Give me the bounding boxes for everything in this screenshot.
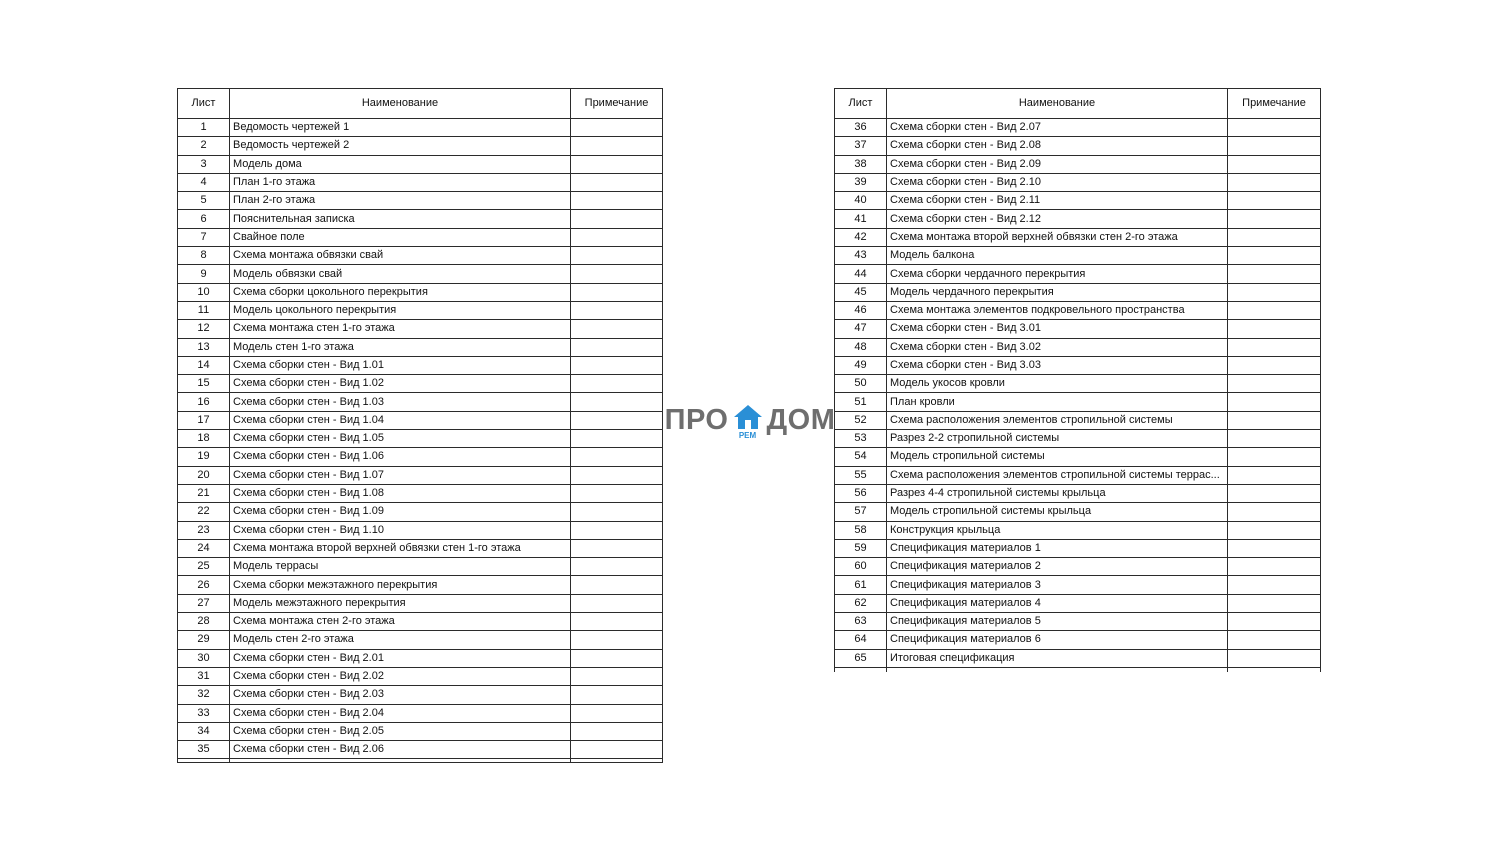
sheet-number-cell: 43: [835, 247, 887, 265]
sheet-number-cell: 47: [835, 320, 887, 338]
table-row: [835, 521, 1321, 539]
sheet-number-cell: 19: [178, 448, 230, 466]
house-icon: [733, 404, 763, 438]
table-row: [835, 649, 1321, 667]
table-row: [835, 283, 1321, 301]
table-row: [178, 466, 663, 484]
drawing-name-cell: Схема сборки стен - Вид 1.01: [230, 356, 571, 374]
table-row: [835, 466, 1321, 484]
note-cell: [571, 649, 663, 667]
table-row: [178, 649, 663, 667]
note-cell: [571, 539, 663, 557]
table-row: [835, 503, 1321, 521]
note-cell: [1228, 320, 1321, 338]
table-row: [835, 228, 1321, 246]
note-cell: [1228, 576, 1321, 594]
table-row: [178, 338, 663, 356]
table-row: [178, 430, 663, 448]
table-header-row: [835, 89, 1321, 119]
drawing-name-cell: Схема сборки стен - Вид 2.12: [887, 210, 1228, 228]
table-row: [178, 722, 663, 740]
sheet-number-cell: 26: [178, 576, 230, 594]
note-cell: [1228, 338, 1321, 356]
drawing-name-cell: Схема сборки стен - Вид 2.09: [887, 155, 1228, 173]
drawing-name-cell: Схема сборки стен - Вид 3.02: [887, 338, 1228, 356]
drawing-name-cell: Схема сборки цокольного перекрытия: [230, 283, 571, 301]
drawing-name-cell: Разрез 4-4 стропильной системы крыльца: [887, 484, 1228, 502]
pro-dom-watermark: [650, 404, 850, 448]
sheet-number-cell: 4: [178, 173, 230, 191]
sheet-number-cell: 61: [835, 576, 887, 594]
note-cell: [1228, 649, 1321, 667]
note-cell: [571, 301, 663, 319]
note-cell: [1228, 411, 1321, 429]
table-row: [178, 247, 663, 265]
sheet-number-cell: 8: [178, 247, 230, 265]
sheet-number-cell: 13: [178, 338, 230, 356]
table-row: [835, 301, 1321, 319]
table-row: [835, 119, 1321, 137]
note-cell: [571, 320, 663, 338]
note-cell: [571, 247, 663, 265]
sheet-number-cell: 51: [835, 393, 887, 411]
drawing-name-cell: Модель цокольного перекрытия: [230, 301, 571, 319]
drawing-name-cell: Разрез 2-2 стропильной системы: [887, 430, 1228, 448]
drawing-name-cell: Пояснительная записка: [230, 210, 571, 228]
drawing-name-cell: Схема сборки стен - Вид 1.07: [230, 466, 571, 484]
drawing-name-cell: Схема сборки стен - Вид 2.01: [230, 649, 571, 667]
sheet-number-cell: 53: [835, 430, 887, 448]
header-name: Наименование: [887, 89, 1228, 119]
note-cell: [571, 119, 663, 137]
table-row: [835, 137, 1321, 155]
drawing-name-cell: Схема сборки стен - Вид 2.11: [887, 192, 1228, 210]
sheet-number-cell: 18: [178, 430, 230, 448]
table-row: [835, 320, 1321, 338]
header-name: Наименование: [230, 89, 571, 119]
table-row: [178, 741, 663, 759]
drawing-name-cell: Схема сборки чердачного перекрытия: [887, 265, 1228, 283]
drawing-name-cell: Схема сборки стен - Вид 1.06: [230, 448, 571, 466]
table-row: [178, 448, 663, 466]
note-cell: [571, 503, 663, 521]
table-row: [835, 247, 1321, 265]
sheet-number-cell: 25: [178, 558, 230, 576]
table-header-row: [178, 89, 663, 119]
note-cell: [1228, 265, 1321, 283]
sheet-number-cell: 42: [835, 228, 887, 246]
sheet-number-cell: 52: [835, 411, 887, 429]
sheet-number-cell: 63: [835, 613, 887, 631]
continuation-cell: [230, 759, 571, 763]
drawing-name-cell: Схема сборки стен - Вид 2.04: [230, 704, 571, 722]
continuation-cell: [835, 667, 887, 672]
table-row: [178, 503, 663, 521]
drawing-name-cell: Схема сборки стен - Вид 2.08: [887, 137, 1228, 155]
drawing-name-cell: Спецификация материалов 1: [887, 539, 1228, 557]
note-cell: [1228, 228, 1321, 246]
table-row: [178, 539, 663, 557]
drawing-name-cell: Схема сборки стен - Вид 1.08: [230, 484, 571, 502]
drawing-name-cell: Схема сборки стен - Вид 2.07: [887, 119, 1228, 137]
sheet-number-cell: 16: [178, 393, 230, 411]
table-row: [178, 137, 663, 155]
sheet-number-cell: 56: [835, 484, 887, 502]
drawing-name-cell: Схема монтажа стен 1-го этажа: [230, 320, 571, 338]
table-row: [835, 393, 1321, 411]
table-row: [178, 594, 663, 612]
note-cell: [1228, 301, 1321, 319]
sheet-number-cell: 23: [178, 521, 230, 539]
note-cell: [571, 173, 663, 191]
note-cell: [1228, 430, 1321, 448]
sheet-number-cell: 35: [178, 741, 230, 759]
table-row: [178, 411, 663, 429]
watermark-subtext: РЕМ: [738, 431, 757, 440]
note-cell: [1228, 503, 1321, 521]
table-row: [178, 228, 663, 246]
sheet-number-cell: 37: [835, 137, 887, 155]
drawing-name-cell: Схема сборки стен - Вид 2.03: [230, 686, 571, 704]
note-cell: [1228, 613, 1321, 631]
drawing-name-cell: План кровли: [887, 393, 1228, 411]
note-cell: [571, 613, 663, 631]
drawing-name-cell: Схема монтажа второй верхней обвязки стен 2-го этажа: [887, 228, 1228, 246]
drawing-name-cell: Схема сборки стен - Вид 1.10: [230, 521, 571, 539]
drawing-name-cell: Схема расположения элементов стропильной системы: [887, 411, 1228, 429]
sheet-number-cell: 27: [178, 594, 230, 612]
sheet-number-cell: 48: [835, 338, 887, 356]
table-row: [178, 613, 663, 631]
table-row: [835, 173, 1321, 191]
table-row: [178, 155, 663, 173]
table-row: [178, 393, 663, 411]
note-cell: [571, 375, 663, 393]
header-note: Примечание: [571, 89, 663, 119]
sheet-number-cell: 3: [178, 155, 230, 173]
note-cell: [571, 393, 663, 411]
note-cell: [1228, 539, 1321, 557]
table-row: [835, 192, 1321, 210]
note-cell: [1228, 119, 1321, 137]
table-row: [178, 356, 663, 374]
table-row: [835, 265, 1321, 283]
drawing-name-cell: Схема сборки стен - Вид 1.03: [230, 393, 571, 411]
note-cell: [571, 356, 663, 374]
watermark-text-right: ДОМ: [766, 404, 836, 436]
note-cell: [571, 210, 663, 228]
sheet-number-cell: 15: [178, 375, 230, 393]
sheet-number-cell: 38: [835, 155, 887, 173]
drawing-name-cell: Схема сборки стен - Вид 2.02: [230, 667, 571, 685]
table-row: [835, 448, 1321, 466]
table-continuation-row: [835, 667, 1321, 672]
note-cell: [571, 686, 663, 704]
drawing-name-cell: Модель межэтажного перекрытия: [230, 594, 571, 612]
table-row: [178, 631, 663, 649]
table-row: [178, 173, 663, 191]
sheet-number-cell: 40: [835, 192, 887, 210]
note-cell: [1228, 375, 1321, 393]
table-continuation-row: [178, 759, 663, 763]
note-cell: [571, 594, 663, 612]
note-cell: [1228, 155, 1321, 173]
drawing-name-cell: Схема сборки стен - Вид 3.01: [887, 320, 1228, 338]
continuation-cell: [571, 759, 663, 763]
sheet-number-cell: 59: [835, 539, 887, 557]
sheet-number-cell: 54: [835, 448, 887, 466]
note-cell: [1228, 247, 1321, 265]
sheet-number-cell: 7: [178, 228, 230, 246]
table-row: [835, 594, 1321, 612]
sheet-number-cell: 20: [178, 466, 230, 484]
note-cell: [571, 338, 663, 356]
table-row: [835, 484, 1321, 502]
sheet-number-cell: 11: [178, 301, 230, 319]
sheet-number-cell: 9: [178, 265, 230, 283]
sheet-number-cell: 5: [178, 192, 230, 210]
table-row: [178, 283, 663, 301]
sheet-number-cell: 33: [178, 704, 230, 722]
drawing-name-cell: Спецификация материалов 6: [887, 631, 1228, 649]
table-row: [178, 667, 663, 685]
header-note: Примечание: [1228, 89, 1321, 119]
drawing-name-cell: Схема сборки стен - Вид 2.06: [230, 741, 571, 759]
sheet-number-cell: 45: [835, 283, 887, 301]
table-row: [835, 631, 1321, 649]
note-cell: [571, 558, 663, 576]
sheet-number-cell: 17: [178, 411, 230, 429]
drawing-name-cell: Модель стропильной системы: [887, 448, 1228, 466]
sheet-number-cell: 6: [178, 210, 230, 228]
sheet-number-cell: 29: [178, 631, 230, 649]
drawing-name-cell: Схема сборки межэтажного перекрытия: [230, 576, 571, 594]
sheet-number-cell: 22: [178, 503, 230, 521]
drawing-name-cell: Спецификация материалов 5: [887, 613, 1228, 631]
sheet-number-cell: 12: [178, 320, 230, 338]
sheet-number-cell: 10: [178, 283, 230, 301]
sheet-number-cell: 64: [835, 631, 887, 649]
note-cell: [571, 704, 663, 722]
note-cell: [571, 155, 663, 173]
header-sheet: Лист: [835, 89, 887, 119]
drawing-name-cell: Схема расположения элементов стропильной системы террас...: [887, 466, 1228, 484]
drawing-name-cell: Схема монтажа обвязки свай: [230, 247, 571, 265]
note-cell: [571, 192, 663, 210]
drawing-name-cell: План 2-го этажа: [230, 192, 571, 210]
drawing-name-cell: Модель балкона: [887, 247, 1228, 265]
note-cell: [1228, 192, 1321, 210]
continuation-cell: [178, 759, 230, 763]
table-row: [835, 576, 1321, 594]
table-row: [835, 155, 1321, 173]
note-cell: [1228, 393, 1321, 411]
sheet-number-cell: 34: [178, 722, 230, 740]
drawing-list-table-left: [177, 88, 663, 763]
drawing-name-cell: Схема сборки стен - Вид 1.02: [230, 375, 571, 393]
note-cell: [1228, 448, 1321, 466]
sheet-number-cell: 44: [835, 265, 887, 283]
sheet-number-cell: 60: [835, 558, 887, 576]
table-row: [178, 301, 663, 319]
note-cell: [571, 137, 663, 155]
note-cell: [571, 265, 663, 283]
drawing-name-cell: Свайное поле: [230, 228, 571, 246]
note-cell: [1228, 631, 1321, 649]
note-cell: [1228, 356, 1321, 374]
sheet-number-cell: 39: [835, 173, 887, 191]
table-row: [835, 356, 1321, 374]
sheet-number-cell: 57: [835, 503, 887, 521]
note-cell: [1228, 466, 1321, 484]
drawing-name-cell: Итоговая спецификация: [887, 649, 1228, 667]
sheet-number-cell: 50: [835, 375, 887, 393]
sheet-number-cell: 62: [835, 594, 887, 612]
table-row: [178, 521, 663, 539]
header-sheet: Лист: [178, 89, 230, 119]
table-row: [178, 576, 663, 594]
table-row: [178, 558, 663, 576]
note-cell: [571, 466, 663, 484]
note-cell: [571, 411, 663, 429]
drawing-list-table-right: [834, 88, 1321, 672]
drawing-name-cell: Спецификация материалов 2: [887, 558, 1228, 576]
note-cell: [571, 283, 663, 301]
sheet-number-cell: 31: [178, 667, 230, 685]
sheet-number-cell: 24: [178, 539, 230, 557]
note-cell: [1228, 484, 1321, 502]
note-cell: [571, 448, 663, 466]
drawing-name-cell: Спецификация материалов 4: [887, 594, 1228, 612]
drawing-name-cell: Модель чердачного перекрытия: [887, 283, 1228, 301]
drawing-name-cell: Схема сборки стен - Вид 2.05: [230, 722, 571, 740]
sheet-number-cell: 28: [178, 613, 230, 631]
note-cell: [571, 430, 663, 448]
sheet-number-cell: 32: [178, 686, 230, 704]
continuation-cell: [1228, 667, 1321, 672]
sheet-number-cell: 14: [178, 356, 230, 374]
drawing-name-cell: Модель дома: [230, 155, 571, 173]
table-row: [835, 430, 1321, 448]
drawing-name-cell: Модель стен 1-го этажа: [230, 338, 571, 356]
drawing-name-cell: Модель укосов кровли: [887, 375, 1228, 393]
note-cell: [571, 484, 663, 502]
note-cell: [571, 667, 663, 685]
drawing-name-cell: Конструкция крыльца: [887, 521, 1228, 539]
table-row: [178, 686, 663, 704]
drawing-name-cell: Модель террасы: [230, 558, 571, 576]
drawing-name-cell: План 1-го этажа: [230, 173, 571, 191]
table-row: [178, 704, 663, 722]
drawing-name-cell: Схема монтажа стен 2-го этажа: [230, 613, 571, 631]
note-cell: [571, 228, 663, 246]
note-cell: [1228, 594, 1321, 612]
drawing-name-cell: Ведомость чертежей 1: [230, 119, 571, 137]
sheet-number-cell: 41: [835, 210, 887, 228]
table-row: [835, 411, 1321, 429]
note-cell: [571, 722, 663, 740]
table-row: [178, 119, 663, 137]
table-row: [835, 210, 1321, 228]
note-cell: [1228, 173, 1321, 191]
table-row: [178, 210, 663, 228]
sheet-number-cell: 2: [178, 137, 230, 155]
drawing-name-cell: Модель стен 2-го этажа: [230, 631, 571, 649]
drawing-name-cell: Ведомость чертежей 2: [230, 137, 571, 155]
table-row: [835, 338, 1321, 356]
note-cell: [1228, 210, 1321, 228]
drawing-name-cell: Схема сборки стен - Вид 1.04: [230, 411, 571, 429]
continuation-cell: [887, 667, 1228, 672]
drawing-name-cell: Схема монтажа элементов подкровельного пространства: [887, 301, 1228, 319]
drawing-name-cell: Схема монтажа второй верхней обвязки стен 1-го этажа: [230, 539, 571, 557]
table-row: [178, 320, 663, 338]
table-row: [178, 484, 663, 502]
table-row: [178, 375, 663, 393]
note-cell: [571, 741, 663, 759]
note-cell: [1228, 283, 1321, 301]
drawing-name-cell: Схема сборки стен - Вид 2.10: [887, 173, 1228, 191]
drawing-name-cell: Схема сборки стен - Вид 3.03: [887, 356, 1228, 374]
note-cell: [1228, 137, 1321, 155]
note-cell: [571, 576, 663, 594]
note-cell: [1228, 521, 1321, 539]
sheet-number-cell: 46: [835, 301, 887, 319]
watermark-text-left: ПРО: [664, 404, 729, 436]
note-cell: [571, 521, 663, 539]
sheet-number-cell: 1: [178, 119, 230, 137]
sheet-number-cell: 30: [178, 649, 230, 667]
sheet-number-cell: 36: [835, 119, 887, 137]
table-row: [835, 558, 1321, 576]
sheet-number-cell: 55: [835, 466, 887, 484]
drawing-name-cell: Схема сборки стен - Вид 1.05: [230, 430, 571, 448]
table-row: [178, 265, 663, 283]
sheet-number-cell: 58: [835, 521, 887, 539]
drawing-name-cell: Спецификация материалов 3: [887, 576, 1228, 594]
table-row: [835, 613, 1321, 631]
table-row: [178, 192, 663, 210]
note-cell: [571, 631, 663, 649]
drawing-name-cell: Схема сборки стен - Вид 1.09: [230, 503, 571, 521]
sheet-number-cell: 21: [178, 484, 230, 502]
note-cell: [1228, 558, 1321, 576]
sheet-number-cell: 65: [835, 649, 887, 667]
drawing-name-cell: Модель стропильной системы крыльца: [887, 503, 1228, 521]
drawing-name-cell: Модель обвязки свай: [230, 265, 571, 283]
table-row: [835, 539, 1321, 557]
table-row: [835, 375, 1321, 393]
sheet-number-cell: 49: [835, 356, 887, 374]
